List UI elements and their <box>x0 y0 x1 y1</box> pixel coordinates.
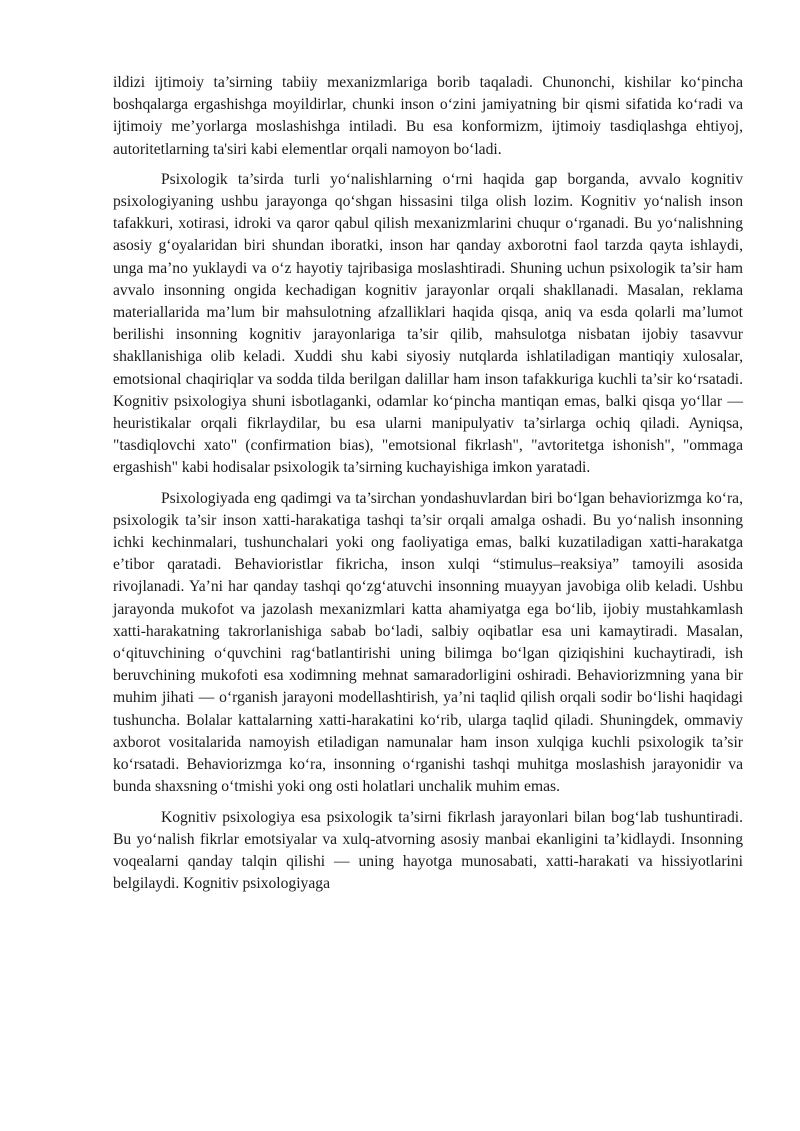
paragraph-cognitive-influence: Psixologik ta’sirda turli yo‘nalishlarning o‘rni haqida gap borganda, avvalo kognitiv psixologiyaning ushbu jarayonga qo‘shgan hissasini tilga olish lozim. Kognitiv yo‘nalish inson tafakkuri, xotirasi, idroki va qaror qabul qilish mexanizmlarini chuqur o‘rganadi. Bu yo‘nalishning asosiy g‘oyalaridan biri shundan iboratki, inson har qanday axborotni faol tarzda qayta ishlaydi, unga ma’no yuklaydi va o‘z hayotiy tajribasiga moslashtiradi. Shuning uchun psixologik ta’sir ham avvalo insonning ongida kechadigan kognitiv jarayonlar orqali shakllanadi. Masalan, reklama materiallarida ma’lum bir mahsulotning afzalliklari haqida qisqa, aniq va esda qolarli ma’lumot berilishi insonning kognitiv jarayonlariga ta’sir qilib, mahsulotga nisbatan ijobiy tasavvur shakllanishiga olib keladi. Xuddi shu kabi siyosiy nutqlarda ishlatiladigan mantiqiy xulosalar, emotsional chaqiriqlar va sodda tilda berilgan dalillar ham inson tafakkuriga kuchli ta’sir ko‘rsatadi. Kognitiv psixologiya shuni isbotlaganki, odamlar ko‘pincha mantiqan emas, balki qisqa yo‘llar — heuristikalar orqali fikrlaydilar, bu esa ularni manipulyativ ta’sirlarga ochiq qiladi. Ayniqsa, "tasdiqlovchi xato" (confirmation bias), "emotsional fikrlash", "avtoritetga ishonish", "ommaga ergashish" kabi hodisalar psixologik ta’sirning kuchayishiga imkon yaratadi. <box>113 170 743 477</box>
paragraph-cognitive-psychology: Kognitiv psixologiya esa psixologik ta’sirni fikrlash jarayonlari bilan bog‘lab tushuntiradi. Bu yo‘nalish fikrlar emotsiyalar va xulq-atvorning asosiy manbai ekanligini ta’kidlaydi. Insonning voqealarni qanday talqin qilishi — uning hayotga munosabati, xatti-harakati va hissiyotlarini belgilaydi. Kognitiv psixologiyaga <box>113 808 743 893</box>
document-page <box>113 72 743 903</box>
paragraph-behaviorism: Psixologiyada eng qadimgi va ta’sirchan yondashuvlardan biri bo‘lgan behaviorizmga ko‘ra, psixologik ta’sir inson xatti-harakatiga tashqi ta’sir orqali amalga oshadi. Bu yo‘nalish insonning ichki kechinmalari, tushunchalari yoki ong faoliyatiga emas, balki kuzatiladigan xatti-harakatga e’tibor qaratadi. Behavioristlar fikricha, inson xulqi “stimulus–reaksiya” tamoyili asosida rivojlanadi. Ya’ni har qanday tashqi qo‘zg‘atuvchi insonning muayyan javobiga olib keladi. Ushbu jarayonda mukofot va jazolash mexanizmlari katta ahamiyatga ega bo‘lib, ijobiy mustahkamlash xatti-harakatning takrorlanishiga sabab bo‘ladi, salbiy oqibatlar esa uni kamaytiradi. Masalan, o‘qituvchining o‘quvchini rag‘batlantirishi uning bilimga bo‘lgan qiziqishini kuchaytiradi, ish beruvchining mukofoti esa xodimning mehnat samaradorligini oshiradi. Behaviorizmning yana bir muhim jihati — o‘rganish jarayoni modellashtirish, ya’ni taqlid qilish orqali sodir bo‘lishi haqidagi tushuncha. Bolalar kattalarning xatti-harakatini ko‘rib, ularga taqlid qiladi. Shuningdek, ommaviy axborot vositalarida namoyish etiladigan namunalar ham inson xulqiga kuchli psixologik ta’sir ko‘rsatadi. Behaviorizmga ko‘ra, insonning o‘rganishi tashqi muhitga moslashish jarayonidir va bunda shaxsning o‘tmishi yoki ong osti holatlari unchalik muhim emas. <box>113 489 743 796</box>
paragraph-continuation: ildizi ijtimoiy ta’sirning tabiiy mexanizmlariga borib taqaladi. Chunonchi, kishilar ko‘pincha boshqalarga ergashishga moyildirlar, chunki inson o‘zini jamiyatning bir qismi sifatida ko‘radi va ijtimoiy me’yorlarga moslashishga intiladi. Bu esa konformizm, ijtimoiy tasdiqlashga ehtiyoj, autoritetlarning ta'siri kabi elementlar orqali namoyon bo‘ladi. <box>113 74 743 158</box>
